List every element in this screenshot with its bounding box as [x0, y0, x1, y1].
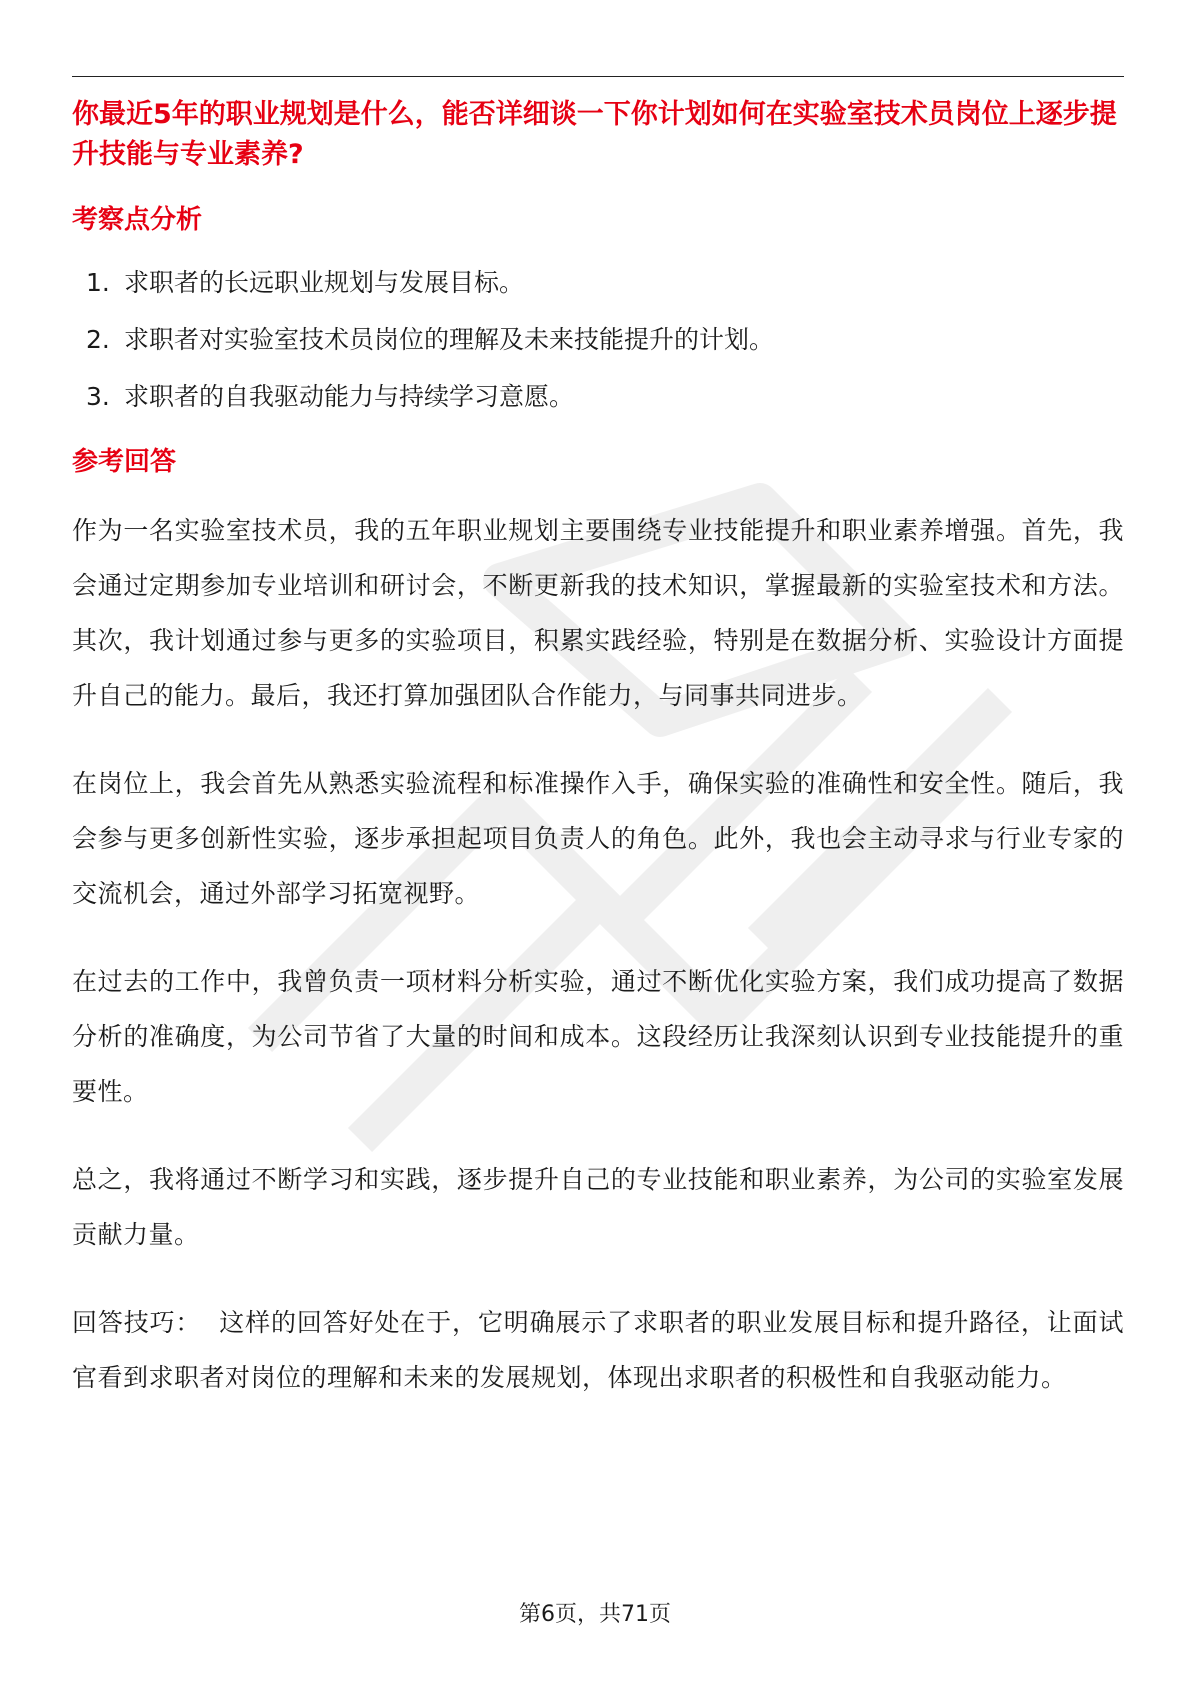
analysis-point: [72, 379, 1124, 415]
analysis-point: [72, 265, 1124, 301]
point-text: 求职者的自我驱动能力与持续学习意愿。: [124, 382, 575, 411]
answer-heading: 参考回答: [72, 447, 177, 477]
answer-paragraph: 在岗位上，我会首先从熟悉实验流程和标准操作入手，确保实验的准确性和安全性。随后，我会参与更多创新性实验，逐步承担起项目负责人的角色。此外，我也会主动寻求与行业专家的交流机会，通过外部学习拓宽视野。: [72, 769, 1124, 908]
top-divider: [72, 76, 1124, 77]
tip-text: 这样的回答好处在于，它明确展示了求职者的职业发展目标和提升路径，让面试官看到求职者对岗位的理解和未来的发展规划，体现出求职者的积极性和自我驱动能力。: [72, 1308, 1124, 1392]
document-page: [72, 76, 1124, 1438]
answer-paragraph: 总之，我将通过不断学习和实践，逐步提升自己的专业技能和职业素养，为公司的实验室发展贡献力量。: [72, 1165, 1124, 1249]
tip-label: 回答技巧：: [72, 1308, 202, 1337]
point-text: 求职者对实验室技术员岗位的理解及未来技能提升的计划。: [124, 325, 775, 354]
answer-tip: [72, 1295, 1124, 1405]
answer-paragraph: 作为一名实验室技术员，我的五年职业规划主要围绕专业技能提升和职业素养增强。首先，我会通过定期参加专业培训和研讨会，不断更新我的技术知识，掌握最新的实验室技术和方法。其次，我计划通过参与更多的实验项目，积累实践经验，特别是在数据分析、实验设计方面提升自己的能力。最后，我还打算加强团队合作能力，与同事共同进步。: [72, 516, 1124, 710]
answer-paragraph: 在过去的工作中，我曾负责一项材料分析实验，通过不断优化实验方案，我们成功提高了数据分析的准确度，为公司节省了大量的时间和成本。这段经历让我深刻认识到专业技能提升的重要性。: [72, 967, 1124, 1106]
point-number: 3.: [86, 382, 110, 411]
point-text: 求职者的长远职业规划与发展目标。: [124, 268, 525, 297]
analysis-point: [72, 322, 1124, 358]
point-number: 1.: [86, 268, 110, 297]
analysis-points-list: [72, 265, 1124, 415]
page-number-footer: 第6页，共71页: [519, 1602, 671, 1627]
point-number: 2.: [86, 325, 110, 354]
analysis-heading: 考察点分析: [72, 205, 203, 235]
interview-question: 你最近5年的职业规划是什么，能否详细谈一下你计划如何在实验室技术员岗位上逐步提升技能与专业素养?: [72, 99, 1117, 170]
